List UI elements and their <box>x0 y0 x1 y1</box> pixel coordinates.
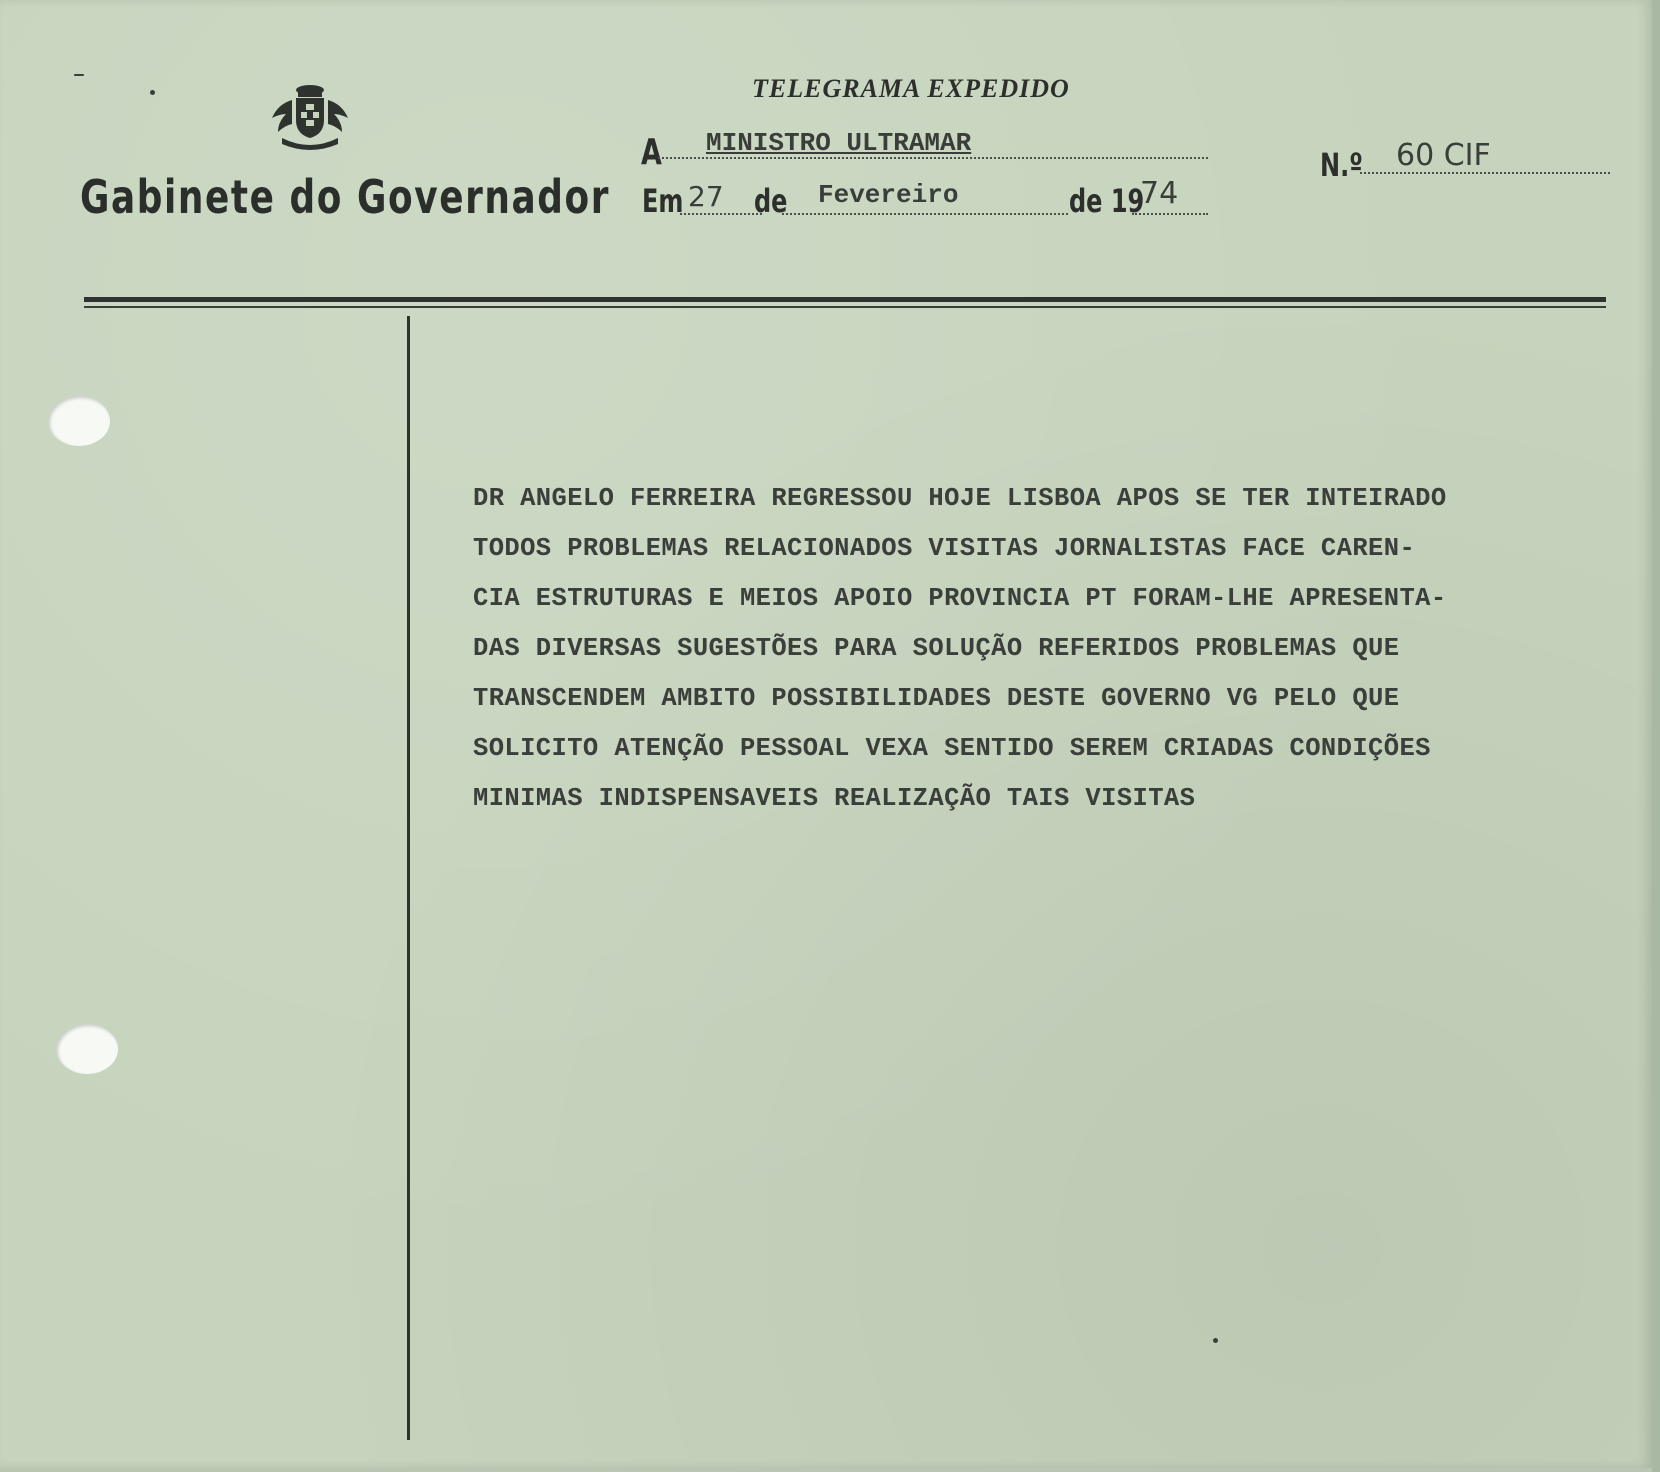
recipient-label: A <box>641 132 662 173</box>
month-connector-label: de <box>754 182 788 220</box>
body-line: CIA ESTRUTURAS E MEIOS APOIO PROVINCIA PT FORAM-LHE APRESENTA- <box>473 584 1447 613</box>
office-name: Gabinete do Governador <box>80 170 610 224</box>
number-value: 60 CIF <box>1396 138 1491 173</box>
date-prefix-label: Em <box>642 182 684 220</box>
recipient-value: MINISTRO ULTRAMAR <box>706 128 972 158</box>
paper-speck <box>74 74 84 76</box>
day-value: 27 <box>688 180 724 213</box>
header-rule-thin <box>84 306 1606 308</box>
telegram-body <box>473 474 1613 824</box>
month-dotted-line <box>782 213 1068 215</box>
punch-hole-bottom <box>56 1024 118 1074</box>
header-rule-thick <box>84 297 1606 302</box>
margin-rule <box>407 316 410 1440</box>
body-line: MINIMAS INDISPENSAVEIS REALIZAÇÃO TAIS VISITAS <box>473 784 1196 813</box>
day-dotted-line <box>680 213 762 215</box>
punch-hole-top <box>48 396 110 446</box>
body-line: TRANSCENDEM AMBITO POSSIBILIDADES DESTE GOVERNO VG PELO QUE <box>473 684 1400 713</box>
body-line: DR ANGELO FERREIRA REGRESSOU HOJE LISBOA APOS SE TER INTEIRADO <box>473 484 1447 513</box>
paper-speck <box>150 90 155 95</box>
body-line: TODOS PROBLEMAS RELACIONADOS VISITAS JORNALISTAS FACE CAREN- <box>473 534 1416 563</box>
number-label: N.º <box>1320 146 1363 184</box>
year-prefix-label: de 19 <box>1069 182 1145 220</box>
coat-of-arms-icon <box>262 82 358 154</box>
paper-speck <box>1213 1338 1218 1343</box>
body-line: DAS DIVERSAS SUGESTÕES PARA SOLUÇÃO REFERIDOS PROBLEMAS QUE <box>473 634 1400 663</box>
body-line: SOLICITO ATENÇÃO PESSOAL VEXA SENTIDO SEREM CRIADAS CONDIÇÕES <box>473 734 1431 763</box>
year-value: 74 <box>1140 176 1179 211</box>
year-dotted-line <box>1132 213 1208 215</box>
scan-edge <box>1652 0 1660 1472</box>
month-value: Fevereiro <box>818 180 959 210</box>
document-title: TELEGRAMA EXPEDIDO <box>752 74 1070 103</box>
